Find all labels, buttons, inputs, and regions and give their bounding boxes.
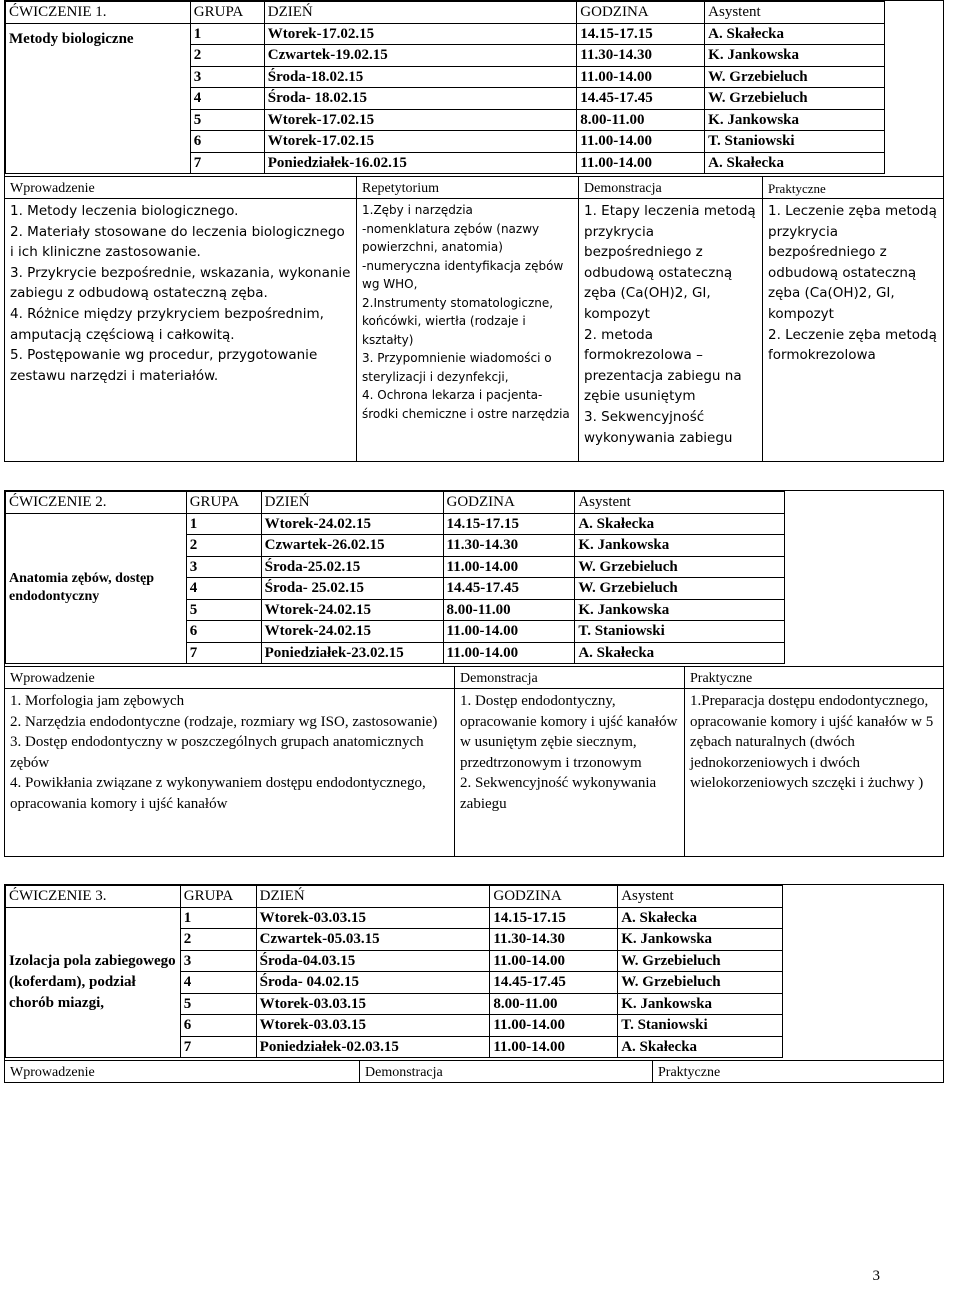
exercise-topic: Metody biologiczne xyxy=(6,23,191,174)
table-cell-group: 6 xyxy=(186,621,261,643)
list-item: 2. Leczenie zęba metodą formokrezolowa xyxy=(768,326,937,364)
table-cell-assistant: W. Grzebieluch xyxy=(705,66,885,88)
table-cell-assistant: W. Grzebieluch xyxy=(575,578,785,600)
list-item: 1.Preparacja dostępu endodontycznego, opracowanie komory i ujść kanałów w 5 zębach naturalnych (dwóch jednokorzeniowych i dwóch wielokorzeniowych szczęki i żuchwy ) xyxy=(690,693,934,792)
table-cell-group: 2 xyxy=(186,535,261,557)
table-cell-day: Wtorek-17.02.15 xyxy=(264,23,577,45)
table-cell-day: Poniedziałek-23.02.15 xyxy=(261,642,443,664)
table-cell-assistant: T. Staniowski xyxy=(575,621,785,643)
table-cell-assistant: A. Skałecka xyxy=(618,1036,783,1058)
table-cell-group: 3 xyxy=(180,950,256,972)
exercise-3-schedule xyxy=(5,885,783,1058)
table-cell-assistant: T. Staniowski xyxy=(705,131,885,153)
table-cell-time: 11.30-14.30 xyxy=(490,929,618,951)
table-cell-group: 7 xyxy=(190,152,264,174)
table-cell-time: 8.00-11.00 xyxy=(443,599,575,621)
table-cell-day: Środa-25.02.15 xyxy=(261,556,443,578)
table-cell-day: Środa- 04.02.15 xyxy=(256,972,490,994)
exercise-1-content xyxy=(5,198,943,461)
list-item: 5. Postępowanie wg procedur, przygotowanie zestawu narzędzi i materiałów. xyxy=(10,347,318,384)
table-cell-assistant: W. Grzebieluch xyxy=(575,556,785,578)
table-cell-group: 7 xyxy=(186,642,261,664)
table-cell-day: Wtorek-24.02.15 xyxy=(261,513,443,535)
table-cell-group: 6 xyxy=(180,1015,256,1037)
list-item: 3. Sekwencyjność wykonywania zabiegu xyxy=(584,408,733,446)
table-cell-time: 14.45-17.45 xyxy=(443,578,575,600)
col-header-group: GRUPA xyxy=(186,492,261,514)
table-cell-time: 11.00-14.00 xyxy=(443,556,575,578)
col-header-assistant: Asystent xyxy=(618,886,783,908)
exercise-2-section-headers xyxy=(5,666,943,689)
list-item: 4. Ochrona lekarza i pacjenta- środki chemiczne i ostre narzędzia xyxy=(362,388,570,421)
table-cell-assistant: A. Skałecka xyxy=(618,907,783,929)
table-cell-group: 1 xyxy=(186,513,261,535)
table-cell-group: 2 xyxy=(190,45,264,67)
demonstracja-list xyxy=(455,689,685,856)
col-header-day: DZIEŃ xyxy=(264,2,577,24)
section-header-demonstracja: Demonstracja xyxy=(455,667,685,689)
table-cell-group: 4 xyxy=(180,972,256,994)
repetytorium-list xyxy=(357,199,579,461)
list-item: 2.Instrumenty stomatologiczne, końcówki, wiertła (rodzaje i kształty) xyxy=(362,295,554,347)
table-cell-group: 6 xyxy=(190,131,264,153)
table-cell-time: 14.15-17.15 xyxy=(577,23,705,45)
list-item: 3. Przykrycie bezpośrednie, wskazania, wykonanie zabiegu z odbudową ostateczną zęba. xyxy=(10,264,351,302)
table-cell-day: Czwartek-05.03.15 xyxy=(256,929,490,951)
list-item: 4. Powikłania związane z wykonywaniem dostępu endodontycznego, opracowania komory i ujść kanałów xyxy=(10,775,426,812)
list-item: 3. Dostęp endodontyczny w poszczególnych grupach anatomicznych zębów xyxy=(10,734,424,771)
table-cell-assistant: K. Jankowska xyxy=(705,109,885,131)
table-cell-assistant: W. Grzebieluch xyxy=(705,88,885,110)
table-cell-time: 14.15-17.15 xyxy=(443,513,575,535)
col-header-group: GRUPA xyxy=(190,2,264,24)
table-cell-day: Wtorek-24.02.15 xyxy=(261,621,443,643)
table-cell-group: 3 xyxy=(186,556,261,578)
list-item: 1. Leczenie zęba metodą przykrycia bezpośredniego z odbudową ostateczną zęba (Ca(OH)2, GI, kompozyt xyxy=(768,203,937,322)
table-cell-time: 11.00-14.00 xyxy=(443,621,575,643)
exercise-1-block xyxy=(4,0,944,462)
exercise-label: ĆWICZENIE 1. xyxy=(6,2,191,24)
col-header-assistant: Asystent xyxy=(705,2,885,24)
table-cell-group: 5 xyxy=(180,993,256,1015)
table-cell-group: 7 xyxy=(180,1036,256,1058)
table-cell-time: 8.00-11.00 xyxy=(577,109,705,131)
wprowadzenie-list xyxy=(5,199,357,461)
table-cell-group: 1 xyxy=(180,907,256,929)
list-item: 2. Materiały stosowane do leczenia biologicznego i ich kliniczne zastosowanie. xyxy=(10,223,345,261)
list-item: 1. Dostęp endodontyczny, opracowanie komory i ujść kanałów w usuniętym zębie siecznym, przedtrzonowym i trzonowym xyxy=(460,693,678,771)
table-cell-time: 11.30-14.30 xyxy=(577,45,705,67)
table-cell-day: Poniedziałek-16.02.15 xyxy=(264,152,577,174)
section-header-demonstracja: Demonstracja xyxy=(360,1061,653,1082)
praktyczne-list xyxy=(763,199,943,461)
col-header-time: GODZINA xyxy=(490,886,618,908)
table-cell-assistant: A. Skałecka xyxy=(705,152,885,174)
table-cell-day: Wtorek-17.02.15 xyxy=(264,131,577,153)
demonstracja-list xyxy=(579,199,763,461)
exercise-1-schedule xyxy=(5,1,885,174)
table-cell-assistant: A. Skałecka xyxy=(575,513,785,535)
exercise-2-content xyxy=(5,688,943,856)
list-item: 1. Morfologia jam zębowych xyxy=(10,693,185,709)
exercise-3-block xyxy=(4,884,944,1083)
col-header-day: DZIEŃ xyxy=(256,886,490,908)
table-cell-group: 4 xyxy=(186,578,261,600)
table-cell-day: Środa- 18.02.15 xyxy=(264,88,577,110)
list-item: -numeryczna identyfikacja zębów wg WHO, xyxy=(362,258,564,291)
list-item: -nomenklatura zębów (nazwy powierzchni, anatomia) xyxy=(362,221,540,254)
exercise-label: ĆWICZENIE 3. xyxy=(6,886,181,908)
list-item: 2. Narzędzia endodontyczne (rodzaje, rozmiary wg ISO, zastosowanie) xyxy=(10,713,438,730)
table-cell-day: Wtorek-03.03.15 xyxy=(256,1015,490,1037)
table-cell-time: 11.30-14.30 xyxy=(443,535,575,557)
exercise-topic: Izolacja pola zabiegowego (koferdam), podział chorób miazgi, xyxy=(6,907,181,1058)
table-cell-day: Wtorek-17.02.15 xyxy=(264,109,577,131)
table-cell-group: 5 xyxy=(186,599,261,621)
list-item: 2. metoda formokrezolowa – prezentacja zabiegu na zębie usuniętym xyxy=(584,326,742,405)
section-header-repetytorium: Repetytorium xyxy=(357,177,579,199)
exercise-2-block xyxy=(4,490,944,857)
table-cell-assistant: K. Jankowska xyxy=(575,599,785,621)
col-header-day: DZIEŃ xyxy=(261,492,443,514)
table-cell-assistant: A. Skałecka xyxy=(705,23,885,45)
praktyczne-list xyxy=(685,689,943,856)
table-cell-group: 4 xyxy=(190,88,264,110)
table-cell-time: 14.45-17.45 xyxy=(577,88,705,110)
table-cell-time: 11.00-14.00 xyxy=(577,131,705,153)
table-cell-time: 11.00-14.00 xyxy=(577,152,705,174)
table-cell-day: Poniedziałek-02.03.15 xyxy=(256,1036,490,1058)
section-header-demonstracja: Demonstracja xyxy=(579,177,763,199)
col-header-time: GODZINA xyxy=(577,2,705,24)
table-cell-time: 14.45-17.45 xyxy=(490,972,618,994)
list-item: 1. Etapy leczenia metodą przykrycia bezpośredniego z odbudową ostateczną zęba (Ca(OH)2, GI, kompozyt xyxy=(584,203,756,322)
table-cell-assistant: K. Jankowska xyxy=(575,535,785,557)
section-header-praktyczne: Praktyczne xyxy=(768,181,826,196)
section-header-wprowadzenie: Wprowadzenie xyxy=(5,1061,360,1082)
list-item: 1. Metody leczenia biologicznego. xyxy=(10,203,239,219)
table-cell-day: Wtorek-03.03.15 xyxy=(256,993,490,1015)
section-header-praktyczne: Praktyczne xyxy=(690,671,753,686)
table-cell-time: 11.00-14.00 xyxy=(577,66,705,88)
exercise-label: ĆWICZENIE 2. xyxy=(6,492,187,514)
table-cell-group: 1 xyxy=(190,23,264,45)
col-header-assistant: Asystent xyxy=(575,492,785,514)
exercise-topic: Anatomia zębów, dostęp endodontyczny xyxy=(6,513,187,664)
table-cell-time: 11.00-14.00 xyxy=(490,1036,618,1058)
exercise-2-schedule xyxy=(5,491,785,664)
table-cell-group: 3 xyxy=(190,66,264,88)
col-header-time: GODZINA xyxy=(443,492,575,514)
table-cell-day: Środa- 25.02.15 xyxy=(261,578,443,600)
table-cell-assistant: W. Grzebieluch xyxy=(618,972,783,994)
exercise-1-section-headers xyxy=(5,176,943,199)
section-header-wprowadzenie: Wprowadzenie xyxy=(5,667,455,689)
section-header-praktyczne: Praktyczne xyxy=(658,1065,721,1080)
table-cell-day: Czwartek-19.02.15 xyxy=(264,45,577,67)
table-cell-time: 11.00-14.00 xyxy=(490,1015,618,1037)
section-header-wprowadzenie: Wprowadzenie xyxy=(5,177,357,199)
table-cell-day: Wtorek-24.02.15 xyxy=(261,599,443,621)
table-cell-time: 11.00-14.00 xyxy=(443,642,575,664)
table-cell-day: Czwartek-26.02.15 xyxy=(261,535,443,557)
table-cell-time: 14.15-17.15 xyxy=(490,907,618,929)
table-cell-assistant: A. Skałecka xyxy=(575,642,785,664)
table-cell-day: Środa-04.03.15 xyxy=(256,950,490,972)
table-cell-time: 8.00-11.00 xyxy=(490,993,618,1015)
table-cell-day: Wtorek-03.03.15 xyxy=(256,907,490,929)
list-item: 4. Różnice między przykryciem bezpośrednim, amputacją częściową i całkowitą. xyxy=(10,305,324,343)
wprowadzenie-list xyxy=(5,689,455,856)
table-cell-group: 2 xyxy=(180,929,256,951)
table-cell-group: 5 xyxy=(190,109,264,131)
page-number: 3 xyxy=(872,1268,880,1284)
list-item: 2. Sekwencyjność wykonywania zabiegu xyxy=(460,775,657,812)
col-header-group: GRUPA xyxy=(180,886,256,908)
exercise-3-section-headers xyxy=(5,1060,943,1082)
table-cell-time: 11.00-14.00 xyxy=(490,950,618,972)
table-cell-assistant: K. Jankowska xyxy=(618,993,783,1015)
table-cell-assistant: W. Grzebieluch xyxy=(618,950,783,972)
list-item: 1.Zęby i narzędzia xyxy=(362,203,473,217)
list-item: 3. Przypomnienie wiadomości o sterylizacji i dezynfekcji, xyxy=(362,351,552,384)
table-cell-assistant: K. Jankowska xyxy=(705,45,885,67)
table-cell-assistant: T. Staniowski xyxy=(618,1015,783,1037)
table-cell-assistant: K. Jankowska xyxy=(618,929,783,951)
table-cell-day: Środa-18.02.15 xyxy=(264,66,577,88)
